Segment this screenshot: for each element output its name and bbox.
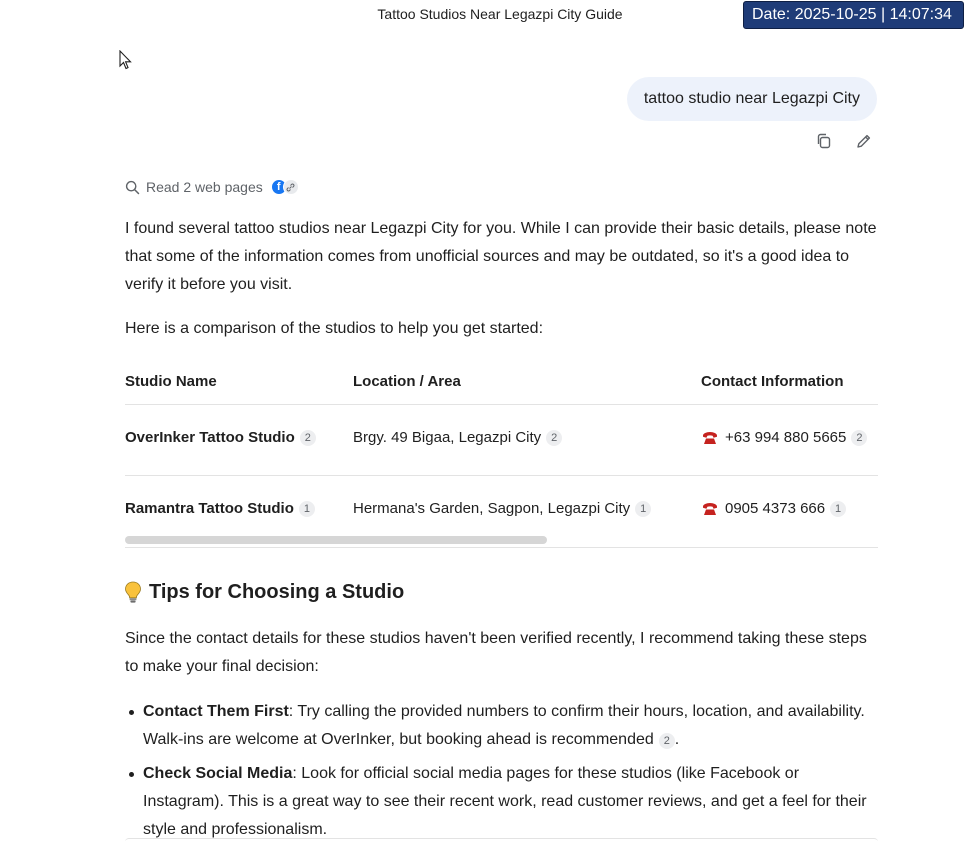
phone-icon xyxy=(701,430,719,446)
page-title: Tattoo Studios Near Legazpi City Guide xyxy=(377,6,623,22)
tip-text: : Try calling the provided numbers to confirm their hours, location, and availability. Walk-ins are welcome at OverInker, but booking ahead is recommended xyxy=(143,703,865,748)
date-badge: Date: 2025-10-25 | 14:07:34 xyxy=(743,1,964,29)
tip-text: : Look for official social media pages for these studios (like Facebook or Instagram). This is a great way to see their recent work, read customer reviews, and get a feel for their style and professionalism. xyxy=(143,765,867,838)
table-cell-contact: +63 994 880 5665 2 xyxy=(701,429,867,446)
list-item xyxy=(143,760,878,841)
tips-list xyxy=(125,698,878,841)
tip-title: Check Social Media xyxy=(143,765,293,782)
copy-button[interactable] xyxy=(814,131,834,151)
citation-badge[interactable]: 1 xyxy=(635,501,651,517)
citation-badge[interactable]: 1 xyxy=(830,501,846,517)
tips-heading xyxy=(123,580,404,604)
tip-tail: . xyxy=(674,731,680,748)
table-divider xyxy=(125,475,878,476)
tips-heading-text: Tips for Choosing a Studio xyxy=(149,580,405,603)
table-cell-studio-name: Ramantra Tattoo Studio 1 xyxy=(125,500,315,517)
column-header-location: Location / Area xyxy=(353,373,461,390)
citation-badge[interactable]: 2 xyxy=(546,430,562,446)
pencil-icon xyxy=(855,132,873,150)
source-chips[interactable] xyxy=(271,179,299,195)
user-message-bubble: tattoo studio near Legazpi City xyxy=(627,77,877,121)
tip-title: Contact Them First xyxy=(143,703,289,720)
lightbulb-icon xyxy=(123,580,143,604)
link-icon xyxy=(283,179,299,195)
phone-icon xyxy=(701,501,719,517)
search-icon xyxy=(125,180,140,195)
table-cell-location: Brgy. 49 Bigaa, Legazpi City 2 xyxy=(353,429,562,446)
table-cell-studio-name: OverInker Tattoo Studio 2 xyxy=(125,429,316,446)
scrollbar-thumb[interactable] xyxy=(125,536,547,544)
edit-button[interactable] xyxy=(854,131,874,151)
column-header-studio-name: Studio Name xyxy=(125,373,217,390)
facebook-icon: f xyxy=(271,179,287,195)
intro-paragraph: I found several tattoo studios near Legazpi City for you. While I can provide their basic details, please note that some of the information comes from unofficial sources and may be outdated, so it's a good idea to verify it before you visit. xyxy=(125,220,877,293)
sources-summary[interactable] xyxy=(125,179,299,195)
tips-intro: Since the contact details for these studios haven't been verified recently, I recommend taking these steps to make your final decision: xyxy=(125,630,867,675)
copy-icon xyxy=(815,132,833,150)
comparison-lead: Here is a comparison of the studios to help you get started: xyxy=(125,320,544,337)
citation-badge[interactable]: 2 xyxy=(659,733,675,749)
studio-comparison-table[interactable] xyxy=(125,359,878,548)
sources-label: Read 2 web pages xyxy=(146,179,263,195)
citation-badge[interactable]: 1 xyxy=(299,501,315,517)
table-cell-location: Hermana's Garden, Sagpon, Legazpi City 1 xyxy=(353,500,651,517)
citation-badge[interactable]: 2 xyxy=(300,430,316,446)
column-header-contact: Contact Information xyxy=(701,373,844,390)
table-divider xyxy=(125,404,878,405)
mouse-cursor-icon xyxy=(119,50,133,70)
table-horizontal-scrollbar[interactable] xyxy=(125,536,878,544)
user-message-actions xyxy=(814,131,874,151)
citation-badge[interactable]: 2 xyxy=(851,430,867,446)
table-cell-contact: 0905 4373 666 1 xyxy=(701,500,846,517)
list-item xyxy=(143,698,878,754)
